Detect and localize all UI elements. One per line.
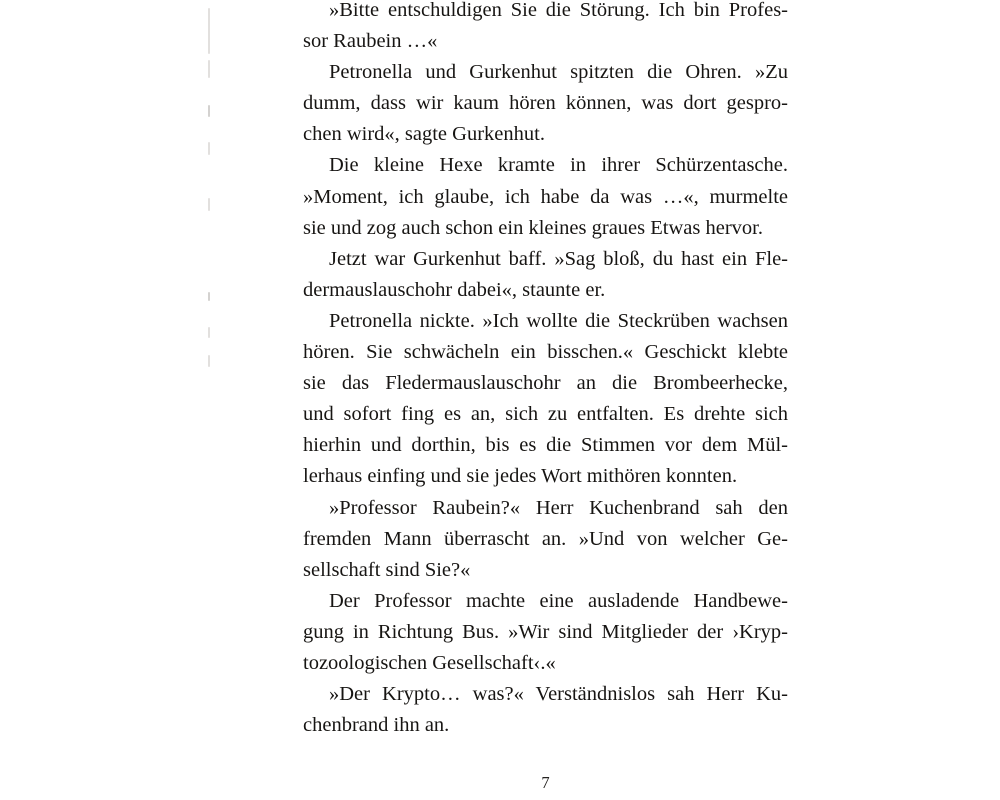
text-line: sor Raubein …« — [303, 30, 438, 53]
text-line: chenbrand ihn an. — [303, 714, 450, 737]
paragraph — [303, 57, 788, 150]
text-line: lerhaus einfing und sie jedes Wort mithören konnten. — [303, 465, 738, 488]
text-line: dermauslauschohr dabei«, staunte er. — [303, 278, 606, 301]
scan-edge-artifacts — [206, 0, 214, 420]
text-line: hören. Sie schwächeln ein bisschen.« Geschickt klebte — [303, 341, 788, 364]
paragraph — [303, 679, 788, 741]
paragraph — [303, 586, 788, 679]
paragraph — [303, 306, 788, 493]
text-line: »Bitte entschuldigen Sie die Störung. Ich bin Profes- — [329, 0, 788, 21]
scan-mark — [208, 355, 210, 367]
scan-mark — [208, 327, 210, 338]
text-line: und sofort fing es an, sich zu entfalten. Es drehte sich — [303, 403, 788, 426]
text-line: Der Professor machte eine ausladende Handbewe- — [329, 589, 788, 612]
text-line: sellschaft sind Sie?« — [303, 558, 471, 581]
text-line: sie und zog auch schon ein kleines graues Etwas hervor. — [303, 216, 763, 239]
scan-mark — [208, 292, 210, 301]
scan-mark — [208, 198, 210, 211]
text-line: Die kleine Hexe kramte in ihrer Schürzentasche. — [329, 154, 788, 177]
text-line: sie das Fledermauslauschohr an die Brombeerhecke, — [303, 372, 788, 395]
text-line: dumm, dass wir kaum hören können, was dort gespro- — [303, 92, 788, 115]
text-line: fremden Mann überrascht an. »Und von welcher Ge- — [303, 527, 788, 550]
text-line: »Professor Raubein?« Herr Kuchenbrand sah den — [329, 496, 788, 519]
scan-mark — [208, 142, 210, 155]
scan-mark — [208, 8, 210, 54]
paragraph — [303, 0, 788, 57]
paragraph — [303, 493, 788, 586]
text-line: Jetzt war Gurkenhut baff. »Sag bloß, du hast ein Fle- — [329, 247, 788, 270]
page-number: 7 — [541, 773, 550, 792]
text-line: »Moment, ich glaube, ich habe da was …«, murmelte — [303, 185, 788, 208]
text-line: Petronella nickte. »Ich wollte die Steckrüben wachsen — [329, 309, 788, 332]
text-line: Petronella und Gurkenhut spitzten die Ohren. »Zu — [329, 61, 788, 84]
text-line: »Der Krypto… was?« Verständnislos sah Herr Ku- — [329, 683, 788, 706]
text-line: hierhin und dorthin, bis es die Stimmen vor dem Mül- — [303, 434, 788, 457]
text-line: gung in Richtung Bus. »Wir sind Mitglieder der ›Kryp- — [303, 620, 788, 643]
paragraph — [303, 150, 788, 243]
paragraph — [303, 244, 788, 306]
scan-mark — [208, 60, 210, 78]
scan-mark — [208, 105, 210, 117]
text-block — [303, 0, 788, 741]
text-line: tozoologischen Gesellschaft‹.« — [303, 651, 556, 674]
text-line: chen wird«, sagte Gurkenhut. — [303, 123, 545, 146]
